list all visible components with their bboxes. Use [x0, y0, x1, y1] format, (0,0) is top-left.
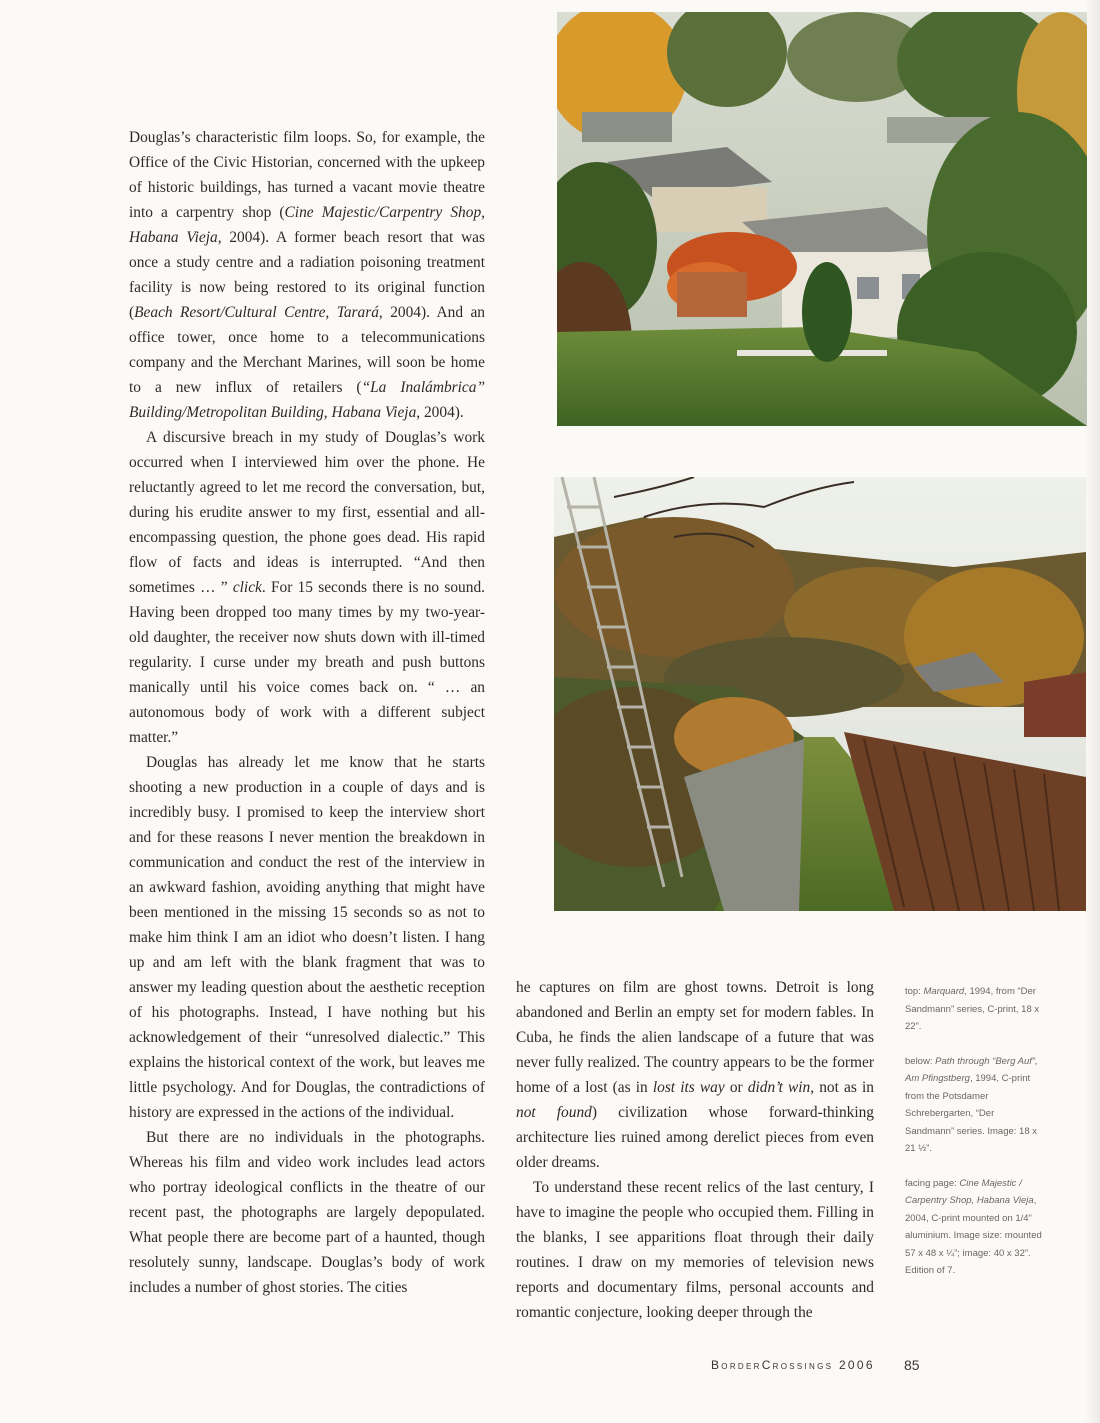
text-run: or — [724, 1079, 748, 1096]
paragraph — [516, 1175, 874, 1325]
italic-text: click — [232, 579, 262, 596]
text-run: , 1994, C-print from the Potsdamer Schrebergarten, “Der Sandmann” series. Image: 18 x 21 ½”. — [905, 1073, 1038, 1154]
text-run: , 1994, from “Der Sandmann” series, C-print, 18 x 22”. — [905, 986, 1040, 1032]
caption — [905, 983, 1045, 1036]
text-run: he captures on film are ghost towns. Detroit is long abandoned and Berlin an empty set for modern fables. In Cuba, he finds the alien landscape of a future that was never fully realized. The country appears to be the former home of a lost (as in — [516, 979, 874, 1096]
caption — [905, 1053, 1045, 1158]
text-run: , not as in — [810, 1079, 874, 1096]
italic-text: “La Inalámbrica” Building/Metropolitan Building, Habana Vieja — [129, 379, 485, 421]
italic-text: Cine Majestic / Carpentry Shop, Habana Vieja — [905, 1177, 1034, 1206]
paragraph — [129, 125, 485, 425]
italic-text: not found — [516, 1104, 592, 1121]
italic-text: Marquard — [923, 986, 965, 997]
text-run: ) civilization whose forward-thinking architecture lies ruined among derelict pieces from even older dreams. — [516, 1104, 874, 1171]
page-number: 85 — [904, 1357, 920, 1373]
article-column-left — [129, 125, 485, 1300]
italic-text: Beach Resort/Cultural Centre, Tarará — [134, 304, 379, 321]
publication-year: 2006 — [838, 1358, 875, 1372]
paragraph — [516, 975, 874, 1175]
text-run: But there are no individuals in the photographs. Whereas his film and video work includes lead actors who portray ideological conflicts in the theatre of our recent past, the photographs are largely depopulated. What people there are become part of a haunted, though resolutely sunny, landscape. Douglas’s body of work includes a number of ghost stories. The cities — [129, 1129, 485, 1296]
italic-text: Path through “Berg Auf”, Am Pfingstberg — [905, 1055, 1038, 1084]
italic-text: didn’t win — [747, 1079, 811, 1096]
paragraph — [129, 425, 485, 750]
text-run: A discursive breach in my study of Douglas’s work occurred when I interviewed him over the phone. He reluctantly agreed to let me record the conversation, but, during his erudite answer to my first, essential and all-encompassing question, the phone goes dead. His rapid flow of facts and ideas is interrupted. “And then sometimes … ” — [129, 429, 485, 596]
text-run: , 2004). A former beach resort that was once a study centre and a radiation poisoning treatment facility is now being restored to its original function ( — [129, 229, 486, 321]
text-run: top: — [905, 986, 924, 997]
photo-captions — [905, 983, 1045, 1297]
running-footer — [711, 1358, 875, 1372]
text-run: . For 15 seconds there is no sound. Having been dropped too many times by my two-year-old daughter, the receiver now shuts down with ill-timed regularity. I curse under my breath and push buttons manically until his voice comes back on. “ … an autonomous body of work with a different subject matter.” — [129, 579, 485, 746]
italic-text: Cine Majestic/Carpentry Shop, Habana Vieja — [129, 204, 485, 246]
text-run: below: — [905, 1055, 936, 1067]
photo-path-through-berg-auf — [554, 477, 1086, 911]
publication-name: BorderCrossings — [711, 1358, 834, 1372]
text-run: facing page: — [905, 1177, 960, 1189]
caption — [905, 1175, 1045, 1280]
paragraph — [129, 750, 485, 1125]
text-run: , 2004). And an office tower, once home to a telecommunications company and the Merchant Marines, will soon be home to a new influx of retailers ( — [129, 304, 485, 396]
text-run: , 2004, C-print mounted on 1/4” aluminium. Image size: mounted 57 x 48 x ¼”; image: 40 x 32”. Edition of 7. — [905, 1195, 1042, 1276]
italic-text: lost its way — [652, 1079, 725, 1096]
text-run: , 2004). — [416, 404, 464, 421]
paragraph — [129, 1125, 485, 1300]
text-run: Douglas’s characteristic film loops. So, for example, the Office of the Civic Historian, concerned with the upkeep of historic buildings, has turned a vacant movie theatre into a carpentry shop ( — [129, 129, 485, 221]
photo-marquard — [557, 12, 1087, 426]
article-column-right — [516, 975, 874, 1325]
text-run: To understand these recent relics of the last century, I have to imagine the people who occupied them. Filling in the blanks, I see apparitions float through their daily routines. I draw on my memories of television news reports and documentary films, personal accounts and romantic conjecture, looking deeper through the — [516, 1179, 874, 1321]
text-run: Douglas has already let me know that he starts shooting a new production in a couple of days and is incredibly busy. I promised to keep the interview short and for these reasons I never mention the breakdown in communication and conduct the rest of the interview in an awkward fashion, avoiding anything that might have been mentioned in the missing 15 seconds so as not to make him think I am an idiot who doesn’t listen. I hang up and am left with the blank fragment that was to answer my leading question about the aesthetic reception of his photographs. Instead, I have nothing but his acknowledgement of their “unresolved dialectic.” This explains the historical context of the work, but leaves me little psychology. And for Douglas, the contradictions of history are expressed in the actions of the individual. — [129, 754, 485, 1121]
